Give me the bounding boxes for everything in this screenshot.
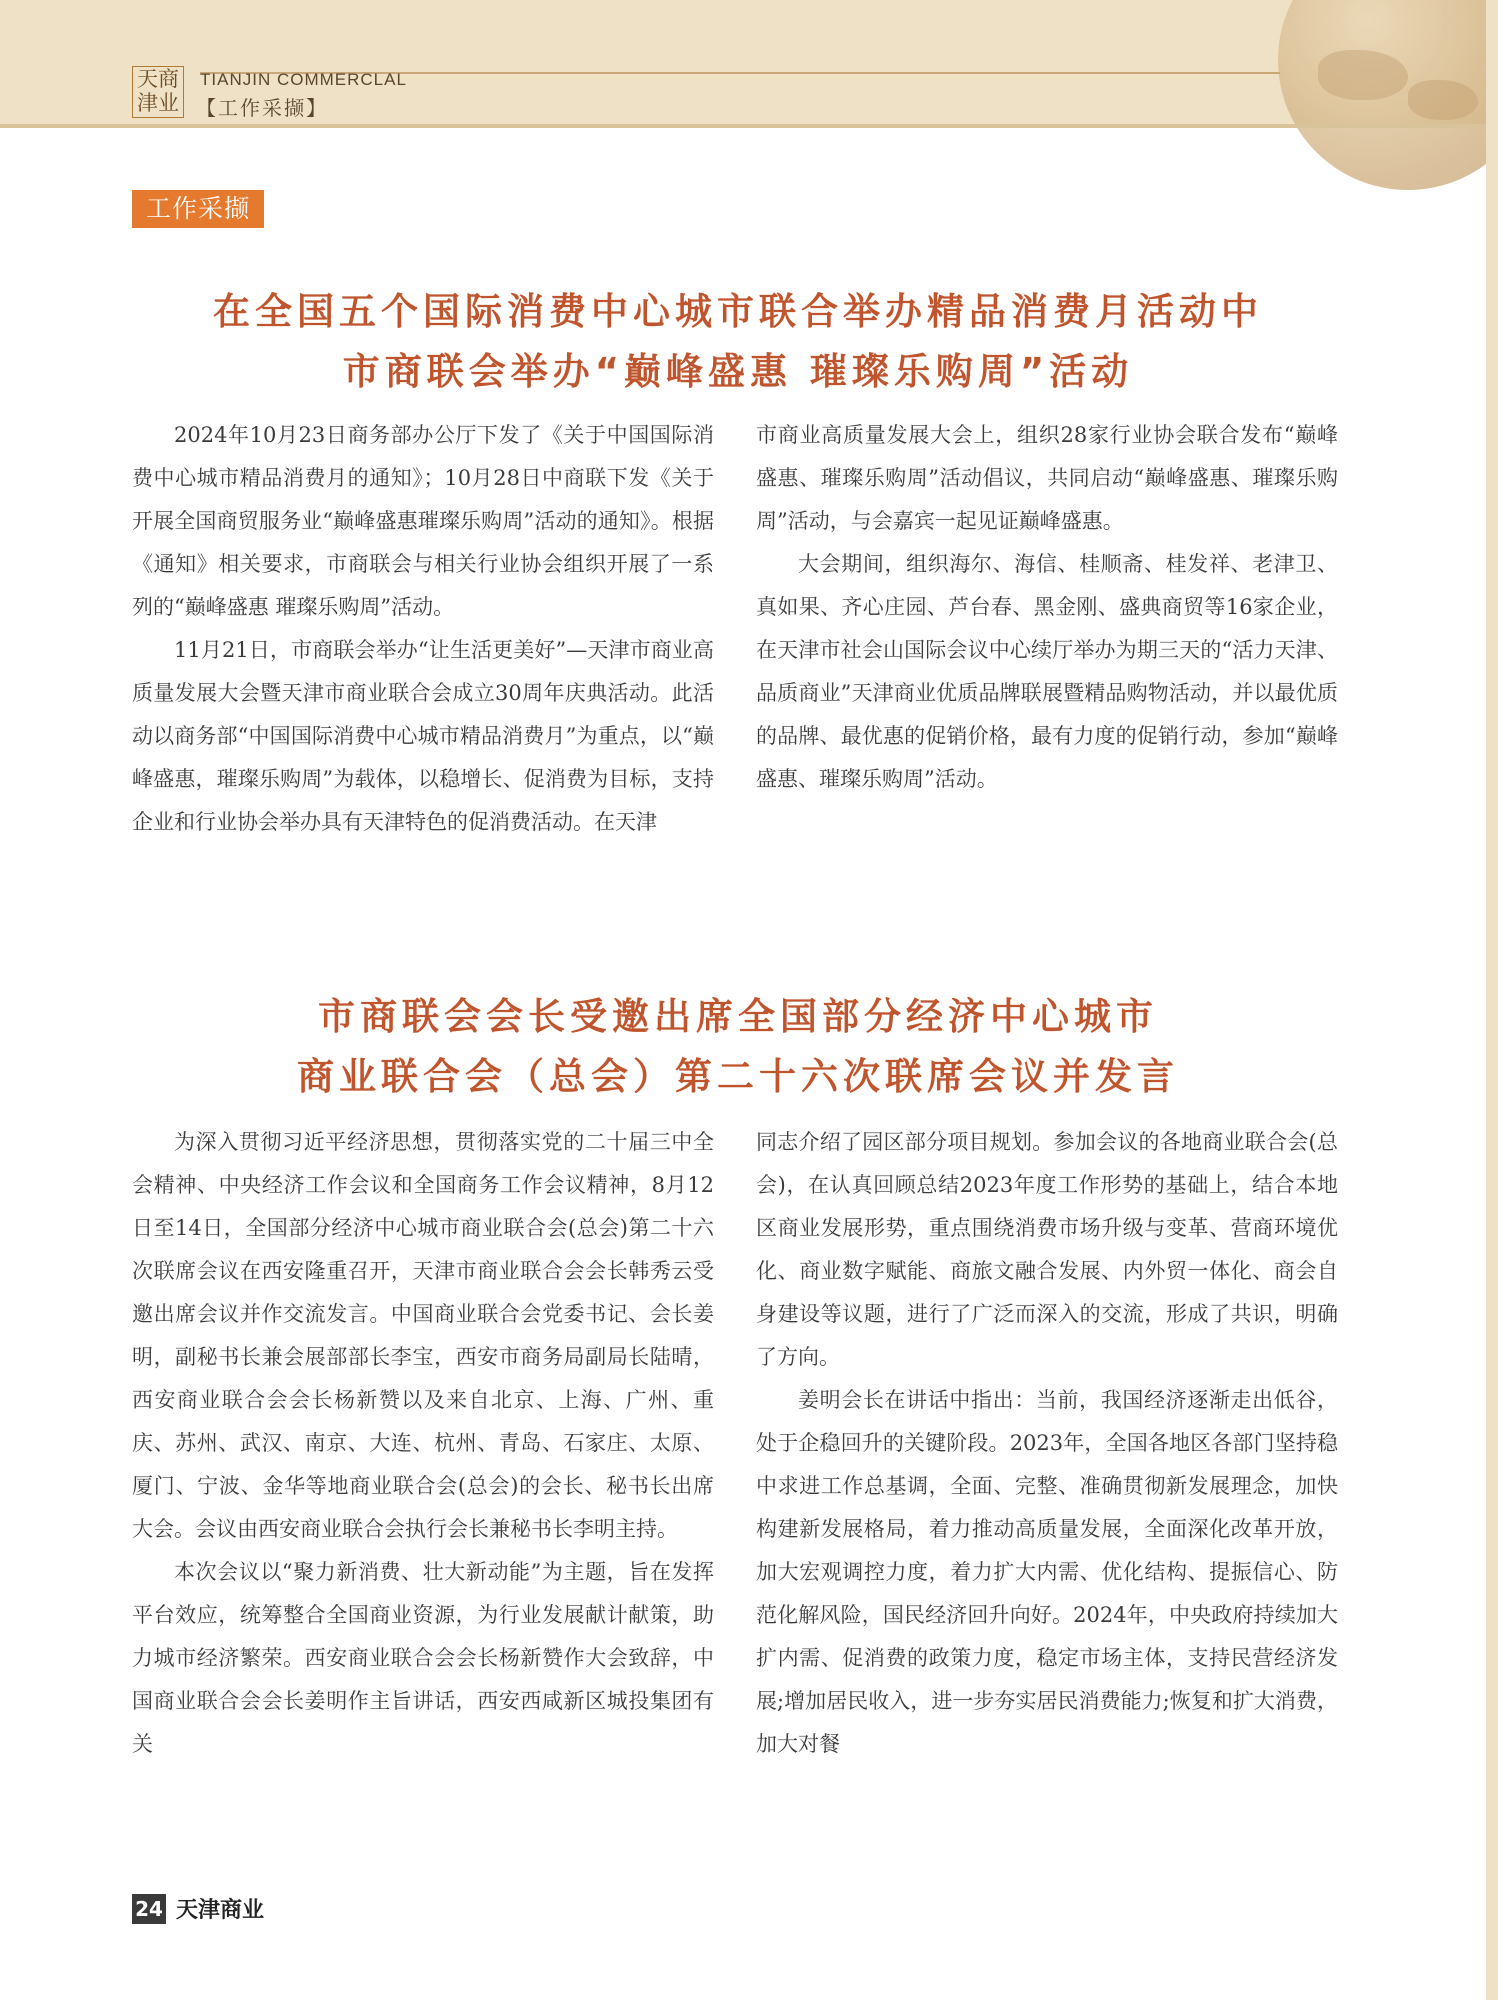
article2-column-right [756, 1121, 1338, 1766]
right-edge-band [1486, 0, 1498, 2000]
paragraph: 市商业高质量发展大会上，组织28家行业协会联合发布“巅峰盛惠、璀璨乐购周”活动倡议，共同启动“巅峰盛惠、璀璨乐购周”活动，与会嘉宾一起见证巅峰盛惠。 [756, 423, 1338, 533]
article1-title-line1: 在全国五个国际消费中心城市联合举办精品消费月活动中 [213, 290, 1263, 333]
magazine-name: 天津商业 [176, 1898, 265, 1923]
globe-decoration [1278, 0, 1498, 190]
section-tag: 工作采撷 [132, 190, 264, 228]
page-number: 24 [132, 1894, 166, 1924]
paragraph: 同志介绍了园区部分项目规划。参加会议的各地商业联合会(总会)，在认真回顾总结2023年度工作形势的基础上，结合本地区商业发展形势，重点围绕消费市场升级与变革、营商环境优化、商业数字赋能、商旅文融合发展、内外贸一体化、商会自身建设等议题，进行了广泛而深入的交流，形成了共识，明确了方向。 [756, 1130, 1338, 1369]
article1-title-line2: 市商联会举办“巅峰盛惠 璀璨乐购周”活动 [342, 350, 1134, 393]
header-bottom-line [0, 124, 1498, 128]
paragraph: 本次会议以“聚力新消费、壮大新动能”为主题，旨在发挥平台效应，统筹整合全国商业资源，为行业发展献计献策，助力城市经济繁荣。西安商业联合会会长杨新赞作大会致辞，中国商业联合会会长姜明作主旨讲话，西安西咸新区城投集团有关 [132, 1560, 714, 1756]
globe-continent-shape [1318, 50, 1408, 100]
paragraph: 大会期间，组织海尔、海信、桂顺斋、桂发祥、老津卫、真如果、齐心庄园、芦台春、黑金刚、盛典商贸等16家企业，在天津市社会山国际会议中心续厅举办为期三天的“活力天津、品质商业”天津商业优质品牌联展暨精品购物活动，并以最优质的品牌、最优惠的促销价格，最有力度的促销行动，参加“巅峰盛惠、璀璨乐购周”活动。 [756, 552, 1338, 791]
article2-column-left [132, 1121, 714, 1766]
paragraph: 为深入贯彻习近平经济思想，贯彻落实党的二十届三中全会精神、中央经济工作会议和全国商务工作会议精神，8月12日至14日，全国部分经济中心城市商业联合会(总会)第二十六次联席会议在西安隆重召开，天津市商业联合会会长韩秀云受邀出席会议并作交流发言。中国商业联合会党委书记、会长姜明，副秘书长兼会展部部长李宝，西安市商务局副局长陆晴，西安商业联合会会长杨新赞以及来自北京、上海、广州、重庆、苏州、武汉、南京、大连、杭州、青岛、石家庄、太原、厦门、宁波、金华等地商业联合会(总会)的会长、秘书长出席大会。会议由西安商业联合会执行会长兼秘书长李明主持。 [132, 1130, 714, 1541]
article2-title-line2: 商业联合会（总会）第二十六次联席会议并发言 [297, 1055, 1179, 1098]
paragraph: 11月21日，市商联会举办“让生活更美好”—天津市商业高质量发展大会暨天津市商业联合会成立30周年庆典活动。此活动以商务部“中国国际消费中心城市精品消费月”为重点，以“巅峰盛惠，璀璨乐购周”为载体，以稳增长、促消费为目标，支持企业和行业协会举办具有天津特色的促消费活动。在天津 [132, 638, 714, 834]
page-header [0, 0, 1498, 128]
globe-continent-shape [1408, 80, 1478, 120]
logo-text-top: 天商 [137, 67, 179, 91]
logo-text-bottom: 津业 [137, 91, 179, 115]
magazine-logo [132, 66, 184, 118]
article2-title-line1: 市商联会会长受邀出席全国部分经济中心城市 [318, 995, 1158, 1038]
paragraph: 姜明会长在讲话中指出：当前，我国经济逐渐走出低谷，处于企稳回升的关键阶段。2023年，全国各地区各部门坚持稳中求进工作总基调，全面、完整、准确贯彻新发展理念，加快构建新发展格局，着力推动高质量发展，全面深化改革开放，加大宏观调控力度，着力扩大内需、优化结构、提振信心、防范化解风险，国民经济回升向好。2024年，中央政府持续加大扩内需、促消费的政策力度，稳定市场主体，支持民营经济发展;增加居民收入，进一步夯实居民消费能力;恢复和扩大消费，加大对餐 [756, 1388, 1338, 1756]
article1-column-right [756, 414, 1338, 801]
article1-column-left [132, 414, 714, 844]
paragraph: 2024年10月23日商务部办公厅下发了《关于中国国际消费中心城市精品消费月的通知》；10月28日中商联下发《关于开展全国商贸服务业“巅峰盛惠璀璨乐购周”活动的通知》。根据《通知》相关要求，市商联会与相关行业协会组织开展了一系列的“巅峰盛惠 璀璨乐购周”活动。 [132, 423, 714, 619]
brand-english-name: TIANJIN COMMERCLAL [200, 70, 407, 89]
header-section-label: 【工作采撷】 [196, 96, 328, 120]
